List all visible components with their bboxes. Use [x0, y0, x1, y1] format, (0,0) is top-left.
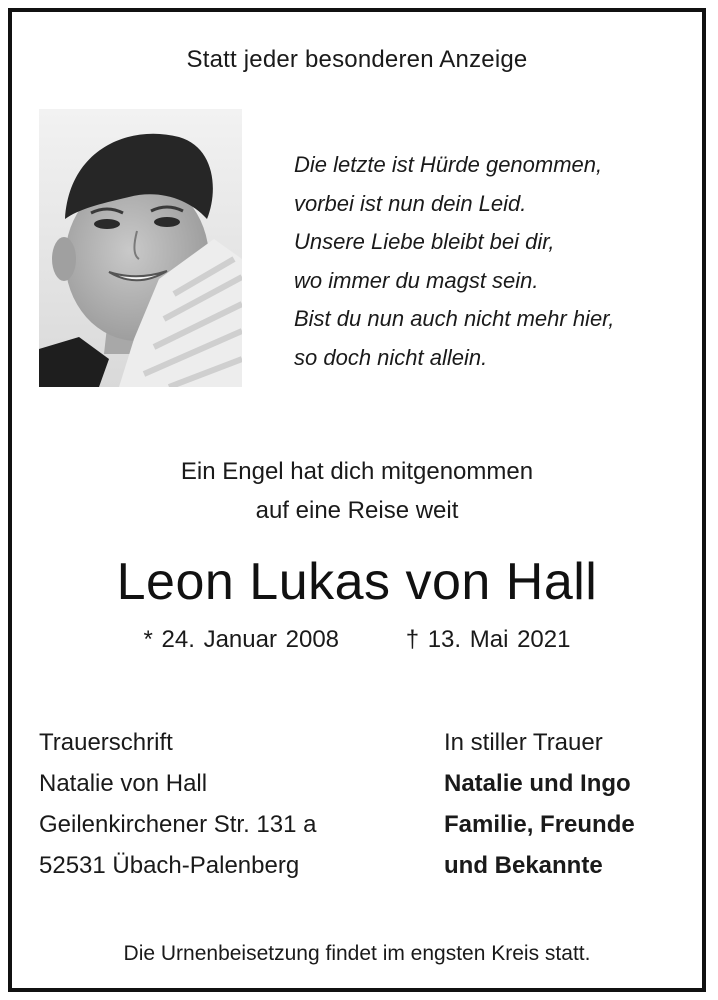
intro-line-1: Ein Engel hat dich mitgenommen	[180, 458, 534, 485]
mourners-line-1: Natalie und Ingo	[444, 770, 631, 797]
mourners-heading: In stiller Trauer	[444, 729, 603, 756]
portrait-photo	[39, 109, 242, 387]
poem-line: Bist du nun auch nicht mehr hier,	[294, 306, 615, 331]
mourners	[444, 722, 694, 886]
burial-note: Die Urnenbeisetzung findet im engsten Kreis statt.	[123, 942, 591, 965]
mourners-line-3: und Bekannte	[444, 852, 603, 879]
address-heading: Trauerschrift	[39, 729, 173, 756]
life-dates	[12, 626, 702, 654]
mourners-line-2: Familie, Freunde	[444, 811, 635, 838]
poem-line: wo immer du magst sein.	[294, 267, 539, 293]
poem	[294, 146, 694, 377]
poem-line: vorbei ist nun dein Leid.	[294, 190, 527, 216]
death-date: † 13. Mai 2021	[405, 626, 571, 653]
deceased-name: Leon Lukas von Hall	[116, 553, 598, 611]
obituary-notice	[8, 8, 706, 992]
intro-line-2: auf eine Reise weit	[255, 497, 459, 524]
address-city: 52531 Übach-Palenberg	[39, 852, 300, 879]
mourning-address	[39, 722, 399, 886]
intro-text	[12, 452, 702, 530]
poem-line: so doch nicht allein.	[294, 344, 488, 370]
notice-header: Statt jeder besonderen Anzeige	[186, 46, 528, 73]
poem-line: Die letzte ist Hürde genommen,	[294, 152, 603, 177]
address-street: Geilenkirchener Str. 131 a	[39, 811, 317, 838]
poem-line: Unsere Liebe bleibt bei dir,	[294, 229, 555, 254]
birth-date: * 24. Januar 2008	[143, 626, 340, 653]
address-name: Natalie von Hall	[39, 770, 208, 797]
